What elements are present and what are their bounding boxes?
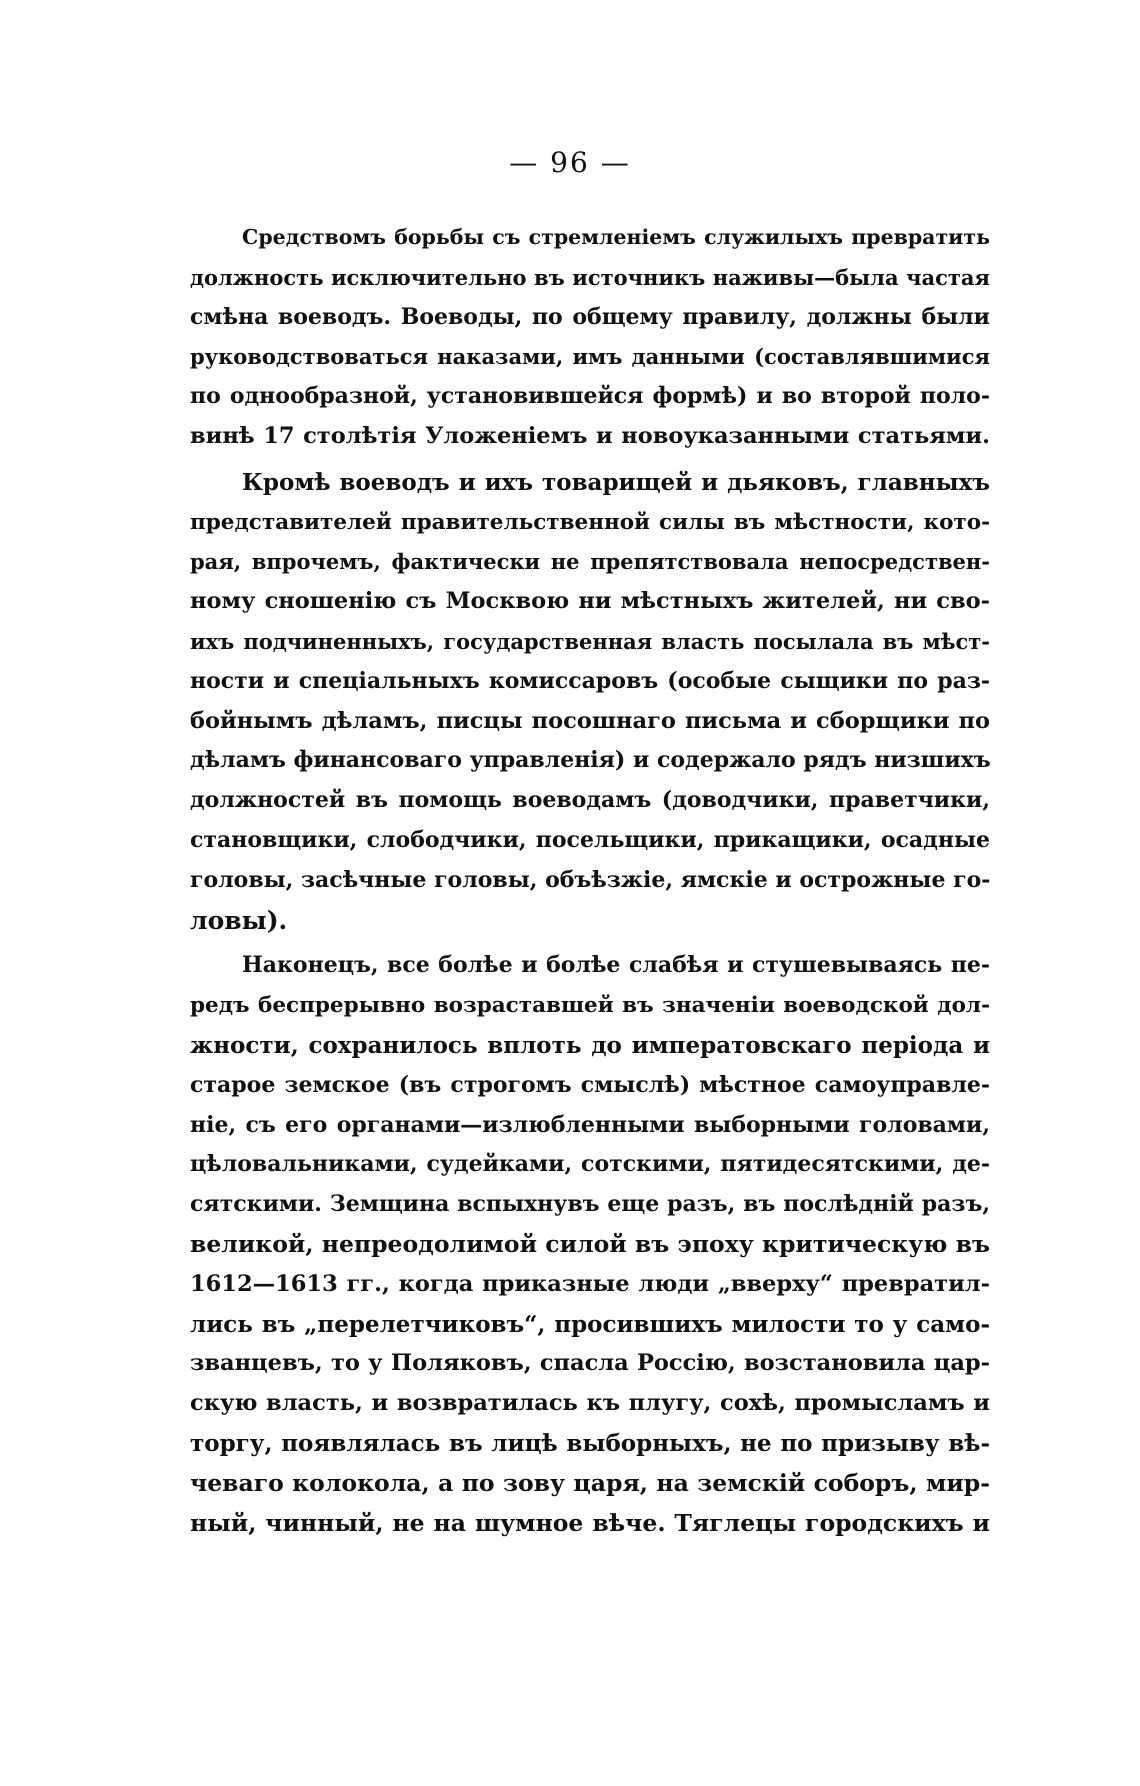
text-line: ному сношенію съ Москвою ни мѣстныхъ жителей, ни сво- xyxy=(190,588,990,615)
text-line: Средствомъ борьбы съ стремленіемъ служилыхъ превратить xyxy=(242,225,990,249)
text-line: ный, чинный, не на шумное вѣче. Тяглецы городскихъ и xyxy=(190,1508,990,1537)
text-line: великой, непреодолимой силой въ эпоху критическую въ xyxy=(190,1229,990,1258)
text-line: ности и спеціальныхъ комиссаровъ (особые сыщики по раз- xyxy=(190,667,990,694)
text-line: лись въ „перелетчиковъ“, просившихъ милости то у само- xyxy=(190,1310,990,1338)
text-line: головы, засѣчные головы, объѣзжіе, ямскіе и острожные го- xyxy=(190,866,991,893)
body-text xyxy=(190,218,990,1543)
text-line: руководствоваться наказами, имъ данными (составлявшимися xyxy=(190,344,990,370)
paragraph xyxy=(190,946,990,1543)
text-line: представителей правительственной силы въ мѣстности, кото- xyxy=(190,509,990,535)
text-line: Наконецъ, все болѣе и болѣе слабѣя и стушевываясь пе- xyxy=(242,952,990,979)
text-line: винѣ 17 столѣтія Уложеніемъ и новоуказанными статьями. xyxy=(190,422,990,449)
text-line: торгу, появлялась въ лицѣ выборныхъ, не по призыву вѣ- xyxy=(190,1429,990,1457)
text-line: должностей въ помощь воеводамъ (доводчики, праветчики, xyxy=(190,787,990,814)
text-line: ловы). xyxy=(190,905,288,935)
text-line: чеваго колокола, а по зову царя, на земскій соборъ, мир- xyxy=(190,1468,990,1497)
text-line: редъ беспрерывно возраставшей въ значеніи воеводской дол- xyxy=(190,993,990,1019)
text-line: 1612—1613 гг., когда приказные люди „вверху“ превратил- xyxy=(190,1270,990,1297)
text-line: званцевъ, то у Поляковъ, спасла Россію, возстановила цар- xyxy=(190,1350,990,1377)
text-line: скую власть, и возвратилась къ плугу, сохѣ, промысламъ и xyxy=(190,1390,990,1417)
text-line: жности, сохранилось вплоть до императовскаго періода и xyxy=(190,1031,990,1059)
text-line: Кромѣ воеводъ и ихъ товарищей и дьяковъ, главныхъ xyxy=(242,468,990,496)
text-line: ихъ подчиненныхъ, государственная власть посылала въ мѣст- xyxy=(190,628,990,654)
text-line: становщики, слободчики, посельщики, прикащики, осадные xyxy=(190,826,990,853)
text-line: по однообразной, установившейся формѣ) и во второй поло- xyxy=(190,383,990,410)
text-line: должность исключительно въ источникъ наживы—была частая xyxy=(190,264,990,290)
text-line: старое земское (въ строгомъ смыслѣ) мѣстное самоуправле- xyxy=(190,1071,990,1098)
text-line: бойнымъ дѣламъ, писцы посошнаго письма и сборщики по xyxy=(190,707,990,734)
text-line: цѣловальниками, судейками, сотскими, пятидесятскими, де- xyxy=(190,1151,990,1178)
text-line: сятскими. Земщина вспыхнувъ еще разъ, въ послѣдній разъ, xyxy=(190,1191,990,1218)
paragraph xyxy=(190,463,990,941)
text-line: ніе, съ его органами—излюбленными выборными головами, xyxy=(190,1111,990,1138)
page-number: — 96 — xyxy=(509,146,631,179)
text-line: рая, впрочемъ, фактически не препятствовала непосредствен- xyxy=(190,549,990,575)
paragraph xyxy=(190,218,990,457)
text-line: дѣламъ финансоваго управленія) и содержало рядъ низшихъ xyxy=(190,747,991,774)
text-line: смѣна воеводъ. Воеводы, по общему правилу, должны были xyxy=(190,303,990,330)
